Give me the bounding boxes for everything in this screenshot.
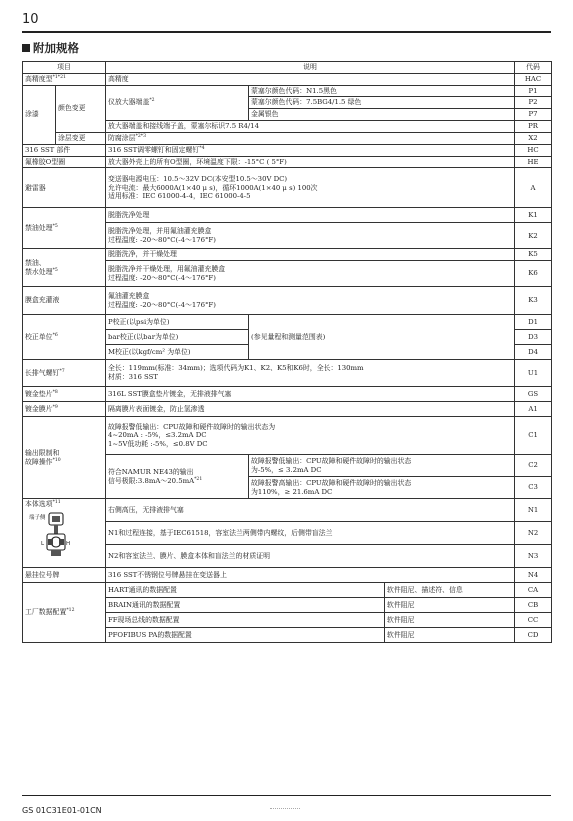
header-desc: 说明 <box>106 62 515 74</box>
table-row: 输出限制和 故障操作$^{*10}$ 故障报警低输出：CPU故障和硬件故障时的输出状态为 4~20mA : -5%，≤3.2mA DC 1~5V低功耗 :-5%，≤0.8V DC C1 <box>23 417 552 455</box>
table-row: 校正单位$^{*6}$ P校正(以psi为单位) (参见量程和测量范围表) D1 <box>23 315 552 330</box>
table-row: 悬挂位号牌 316 SST不锈钢位号牌悬挂在变送器上 N4 <box>23 568 552 583</box>
table-row: 高精度型$^{*1*21}$ 高精度 HAC <box>23 73 552 85</box>
header-item: 项目 <box>23 62 106 74</box>
table-row: 涂层变更 防腐涂层$^{*2*3}$ X2 <box>23 132 552 144</box>
low-side-label: L <box>41 541 45 548</box>
table-row: 脱脂洗净并干燥处理，用氟油灌充膜盒 过程温度: -20～80°C(-4～176°F) K6 <box>23 261 552 287</box>
section-title <box>22 40 79 56</box>
table-header <box>23 62 552 74</box>
header-code: 代码 <box>515 62 552 74</box>
table-row: 放大器端盖和接线端子盖，蒙塞尔标识7.5 R4/14 PR <box>23 121 552 133</box>
table-row: PFOFIBUS PA的数据配置 软件阻尼 CD <box>23 628 552 643</box>
table-row: FF现场总线的数据配置 软件阻尼 CC <box>23 613 552 628</box>
table-row: 涂漆 颜色变更 仪放大器端盖$^{*2}$ 蒙塞尔颜色代码：N1.5黑色 P1 <box>23 85 552 97</box>
transmitter-body-icon <box>29 511 69 559</box>
table-row: 脱脂洗净处理，并用氟油灌充膜盒 过程温度: -20～80°C(-4～176°F) K2 <box>23 223 552 249</box>
table-row: M校正(以kgf/cm² 为单位) D4 <box>23 345 552 360</box>
table-row: 工厂数据配置$^{*12}$ HART通讯的数据配置 软件阻尼、描述符、信息 CA <box>23 583 552 598</box>
table-row: 避雷器 变送器电源电压：10.5～32V DC(本安型10.5～30V DC) 允许电流：最大6000A(1×40 μ s)，循环1000A(1×40 μ s) 100次 适用标准：IEC 61000-4-4，IEC 61000-4-5 A <box>23 168 552 208</box>
table-row: 本体选项$^{*11}$ 端子侧 L H 右侧高压，无排液排气塞 N1 <box>23 499 552 522</box>
footer-rule <box>22 795 551 796</box>
table-row: 禁油、 禁水处理$^{*5}$ 脱脂洗净，并干燥处理 K5 <box>23 249 552 261</box>
square-bullet-icon <box>22 44 30 52</box>
table-row: 故障报警高输出：CPU故障和硬件故障时的输出状态 为110%，≥ 21.6mA DC C3 <box>23 477 552 499</box>
header-rule <box>22 31 551 33</box>
document-id: GS 01C31E01-01CN <box>22 806 102 815</box>
table-row: N2和容室法兰、膜片、膜盒本体和盲法兰的材质证明 N3 <box>23 545 552 568</box>
table-row: 蒙塞尔颜色代码：7.5BG4/1.5 绿色 P2 <box>23 97 552 109</box>
options-table <box>22 61 552 643</box>
table-row: bar校正(以bar为单位) D3 <box>23 330 552 345</box>
table-row: BRAIN通讯的数据配置 软件阻尼 CB <box>23 598 552 613</box>
page-number: 10 <box>22 12 39 27</box>
table-row: 氟橡胶O型圈 放大器外壳上的所有O型圈，环境温度下限：-15°C ( 5°F) HE <box>23 156 552 168</box>
high-side-label: H <box>66 541 71 548</box>
row-item: 高精度型$^{*1*21}$ <box>23 73 106 85</box>
table-row: N1和过程连接，基于IEC61518，容室法兰两侧带内螺纹，后侧带盲法兰 N2 <box>23 522 552 545</box>
table-row: 符合NAMUR NE43的输出 信号极限$:3.8mA\sim 20.5mA^{*21}$ 故障报警低输出：CPU故障和硬件故障时的输出状态 为-5%，≤ 3.2mA DC C2 <box>23 455 552 477</box>
table-row: 金属银色 P7 <box>23 109 552 121</box>
table-row: 膜盒充灌液 氟油灌充膜盒 过程温度: -20～80°C(-4～176°F) K3 <box>23 287 552 315</box>
table-row: 长排气螺钉$^{*7}$ 全长：119mm(标准：34mm)；选项代码为K1、K2、K5和K6时，全长：130mm 材质：316 SST U1 <box>23 360 552 387</box>
table-row: 镀金膜片$^{*9}$ 隔离膜片表面镀金，防止氢渗透 A1 <box>23 402 552 417</box>
table-row: 镀金垫片$^{*8}$ 316L SST膜盒垫片镀金，无排液排气塞 GS <box>23 387 552 402</box>
table-row: 316 SST 部件 316 SST调零螺钉和固定螺钉$^{*4}$ HC <box>23 144 552 156</box>
section-title-text: 附加规格 <box>33 41 79 55</box>
footer-dotted-mark <box>270 808 300 811</box>
table-row: 禁油处理$^{*5}$ 脱脂洗净处理 K1 <box>23 208 552 223</box>
terminal-side-label: 端子侧 <box>29 515 46 522</box>
